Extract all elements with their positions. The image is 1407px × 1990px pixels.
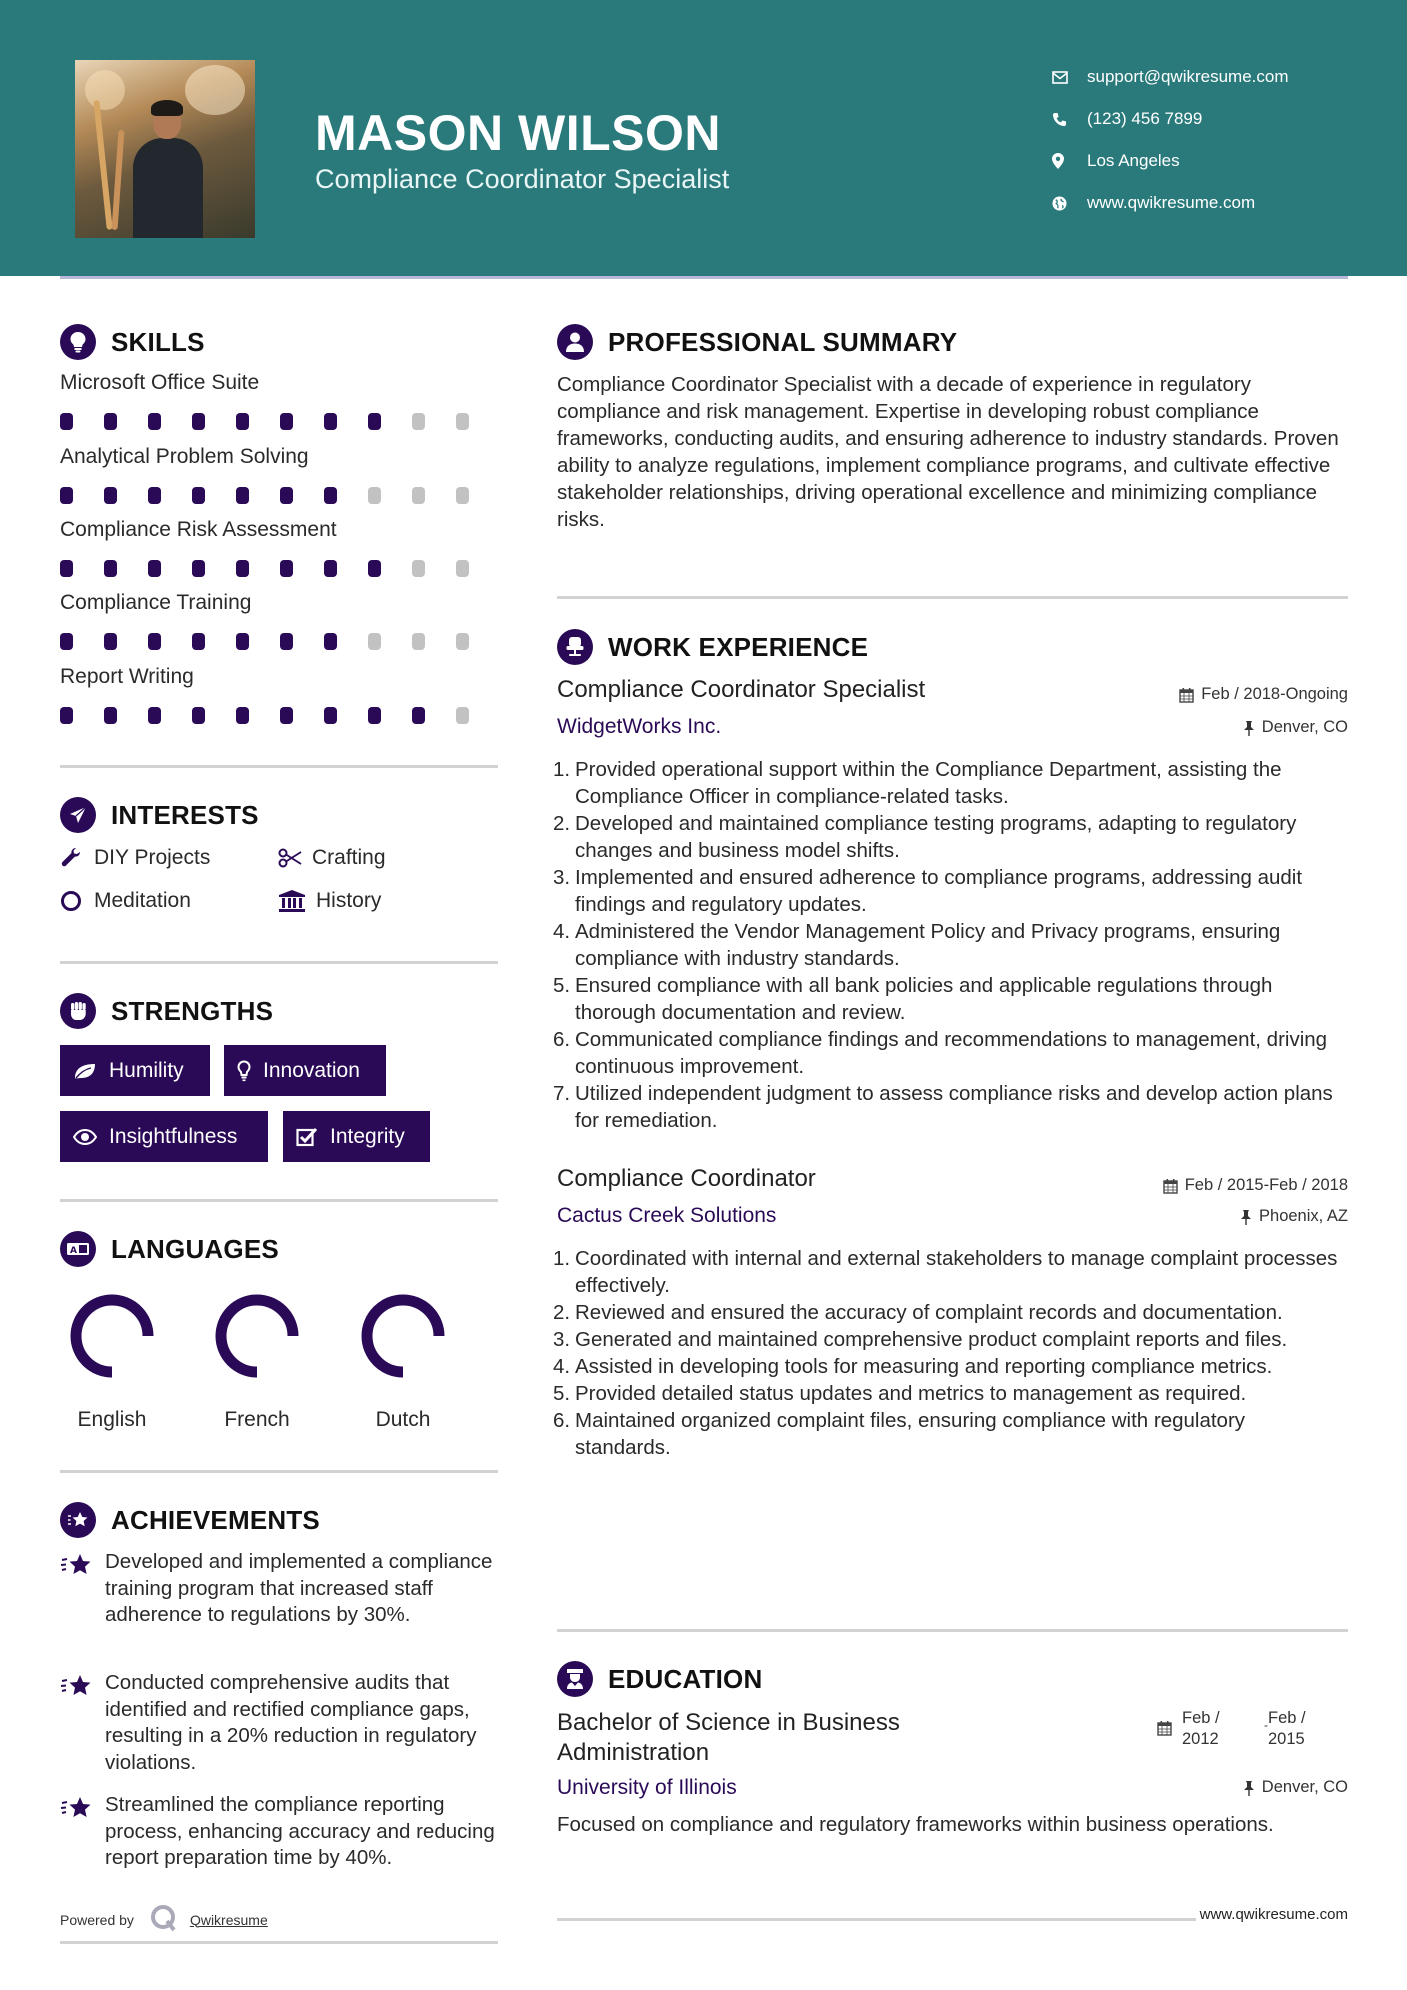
achievement-text: Developed and implemented a compliance training program that increased staff adherence to regulations by 30%. [105,1550,493,1626]
header-divider [60,276,1348,279]
responsibility-text: Assisted in developing tools for measuring and reporting compliance metrics. [575,1355,1273,1378]
responsibility-item [553,1407,1343,1461]
rating-dot-filled [192,560,205,577]
strengths-heading [60,993,273,1029]
strength-tag [224,1045,386,1096]
list-number: 1. [553,1247,571,1270]
responsibility-item [553,1326,1343,1353]
rating-dot-filled [148,413,161,430]
end-year: 2015 [1268,1730,1305,1748]
user-icon [557,324,593,360]
language-icon [60,1231,96,1267]
education-start [1182,1708,1220,1750]
rating-dot-empty [456,413,469,430]
company-name: WidgetWorks Inc. [557,715,722,738]
section-divider [557,1629,1348,1632]
job-location [1243,718,1348,737]
section-divider [60,1941,498,1944]
rating-dot-filled [60,487,73,504]
rating-dot-filled [60,560,73,577]
responsibility-item [553,864,1343,918]
contact-phone-text: (123) 456 7899 [1087,109,1203,128]
contact-website[interactable] [1052,182,1289,224]
contact-email-text: support@qwikresume.com [1087,67,1289,86]
section-title: ACHIEVEMENTS [111,1504,320,1535]
education-description: Focused on compliance and regulatory frameworks within business operations. [557,1813,1274,1836]
rating-dot-filled [280,633,293,650]
responsibility-item [553,1245,1343,1299]
contact-website-text: www.qwikresume.com [1087,193,1256,212]
job-location-text: Denver, CO [1261,718,1348,736]
education-end [1268,1708,1306,1750]
skill-name: Compliance Training [60,591,252,614]
rating-dot-filled [104,560,117,577]
rating-dot-empty [368,633,381,650]
achievement-text: Conducted comprehensive audits that identified and rectified compliance gaps, resulting in a 20% reduction in regulatory violations. [105,1671,477,1774]
responsibility-item [553,1380,1343,1407]
rating-dot-filled [324,707,337,724]
responsibility-item [553,972,1343,1026]
interest-label: History [316,889,382,912]
calendar-icon [1157,1720,1172,1741]
rating-dot-filled [368,707,381,724]
rating-dot-filled [192,487,205,504]
calendar-icon [1163,1178,1178,1194]
resume-header [0,0,1407,276]
fist-icon [60,993,96,1029]
svg-text:A: A [70,1246,77,1256]
section-title: PROFESSIONAL SUMMARY [608,326,958,357]
skills-heading [60,324,205,360]
skill-item [60,665,500,724]
rating-dot-filled [324,413,337,430]
phone-icon [1052,112,1087,127]
interests-heading [60,797,259,833]
rating-dot-filled [236,707,249,724]
list-number: 3. [553,1328,571,1351]
achievements-heading [60,1502,320,1538]
job-location [1240,1207,1348,1226]
responsibility-text: Administered the Vendor Management Policy and Privacy programs, ensuring compliance with industry standards. [575,920,1281,970]
school-name: University of Illinois [557,1776,737,1799]
section-title: EDUCATION [608,1663,763,1694]
experience-heading [557,629,868,665]
skill-item [60,371,500,430]
skill-rating [60,560,500,577]
start-year: 2012 [1182,1730,1219,1748]
rating-dot-empty [368,487,381,504]
rating-dot-filled [280,560,293,577]
section-divider [60,1470,498,1473]
responsibility-text: Ensured compliance with all bank policies and applicable regulations through thorough documentation and review. [575,974,1273,1024]
wrench-icon [60,847,94,869]
rating-dot-filled [148,633,161,650]
list-number: 7. [553,1082,571,1105]
interest-label: DIY Projects [94,846,211,869]
rating-dot-filled [192,707,205,724]
section-divider [60,1199,498,1202]
skill-name: Report Writing [60,665,194,688]
pushpin-icon [1243,1780,1255,1796]
responsibility-text: Generated and maintained comprehensive product complaint reports and files. [575,1328,1288,1351]
responsibility-text: Reviewed and ensured the accuracy of complaint records and documentation. [575,1301,1283,1324]
powered-by-label: Powered by [60,1911,134,1928]
section-title: WORK EXPERIENCE [608,631,869,662]
language-item [202,1286,312,1432]
job-title: Compliance Coordinator [557,1165,816,1192]
candidate-name: MASON WILSON [315,105,721,161]
responsibility-text: Utilized independent judgment to assess compliance risks and develop action plans for remediation. [575,1082,1333,1132]
map-marker-icon [1052,153,1087,169]
skill-rating [60,707,500,724]
summary-text: Compliance Coordinator Specialist with a decade of experience in regulatory compliance and risk management. Expertise in developing robust compliance frameworks, conducting audits, and ensuring adherence to industry standards. Proven ability to analyze regulations, implement compliance programs, and cultivate effective stakeholder relationships, driving operational excellence and minimizing compliance risks. [557,373,1339,531]
museum-icon [278,889,316,913]
interest-item [60,889,191,913]
education-dates [1157,1708,1349,1752]
interest-item [278,889,381,913]
achievement-item [60,1549,500,1629]
circle-icon [60,890,94,912]
responsibility-item [553,756,1343,810]
strength-tag [283,1111,430,1162]
rating-dot-filled [324,633,337,650]
list-number: 1. [553,758,571,781]
contact-location [1052,140,1289,182]
rating-dot-empty [412,413,425,430]
education-heading [557,1661,762,1697]
list-number: 6. [553,1028,571,1051]
section-divider [60,765,498,768]
language-progress-ring [62,1286,162,1386]
list-number: 6. [553,1409,571,1432]
rating-dot-filled [236,560,249,577]
job-dates-text: Feb / 2018-Ongoing [1201,685,1348,703]
contact-location-text: Los Angeles [1087,151,1180,170]
rating-dot-filled [280,487,293,504]
skill-item [60,518,500,577]
rating-dot-filled [192,413,205,430]
footer-website[interactable]: www.qwikresume.com [1196,1906,1348,1923]
language-progress-ring [207,1286,307,1386]
company-name: Cactus Creek Solutions [557,1204,777,1227]
rating-dot-filled [236,413,249,430]
rating-dot-filled [148,560,161,577]
rating-dot-filled [148,487,161,504]
date-separator: - [1264,1718,1268,1732]
powered-by [60,1904,268,1935]
job-dates [1179,685,1348,704]
qwikresume-logo-icon [150,1904,178,1935]
skill-name: Analytical Problem Solving [60,445,309,468]
language-name: French [224,1408,290,1431]
rating-dot-empty [456,633,469,650]
interest-item [278,846,386,870]
education-location [1243,1778,1348,1797]
qwikresume-link[interactable]: Qwikresume [189,1911,268,1928]
end-month: Feb / [1268,1709,1306,1727]
rating-dot-filled [192,633,205,650]
strength-label: Innovation [263,1058,360,1082]
responsibility-text: Provided operational support within the Compliance Department, assisting the Compliance Officer in compliance-related tasks. [575,758,1282,808]
responsibility-text: Provided detailed status updates and metrics to management as required. [575,1382,1247,1405]
interest-label: Crafting [312,846,386,869]
list-number: 2. [553,1301,571,1324]
calendar-icon [1179,687,1194,703]
achievement-item [60,1792,500,1872]
language-progress-ring [353,1286,453,1386]
strength-label: Humility [109,1058,184,1082]
rating-dot-filled [104,707,117,724]
skill-rating [60,487,500,504]
paper-plane-icon [60,797,96,833]
job-responsibilities [553,756,1343,1134]
list-number: 5. [553,1382,571,1405]
responsibility-item [553,1026,1343,1080]
skill-rating [60,633,500,650]
responsibility-item [553,918,1343,972]
rating-dot-filled [104,633,117,650]
interest-label: Meditation [94,889,191,912]
eye-icon [73,1129,97,1145]
star-icon [60,1549,105,1629]
job-location-text: Phoenix, AZ [1259,1207,1348,1225]
envelope-icon [1052,71,1087,84]
rating-dot-empty [456,487,469,504]
section-title: LANGUAGES [111,1233,279,1264]
checkbox-icon [296,1127,318,1147]
rating-dot-filled [280,413,293,430]
contact-email[interactable] [1052,56,1289,98]
interest-item [60,846,210,870]
rating-dot-filled [412,707,425,724]
star-icon [60,1670,105,1776]
rating-dot-filled [104,413,117,430]
responsibility-item [553,810,1343,864]
rating-dot-filled [148,707,161,724]
rating-dot-filled [104,487,117,504]
responsibility-item [553,1299,1343,1326]
skill-item [60,591,500,650]
rating-dot-filled [324,560,337,577]
section-title: STRENGTHS [111,995,274,1026]
office-chair-icon [557,629,593,665]
strength-tag [60,1111,268,1162]
education-location-text: Denver, CO [1261,1778,1348,1796]
responsibility-text: Developed and maintained compliance testing programs, adapting to regulatory changes and business model shifts. [575,812,1297,862]
rating-dot-filled [280,707,293,724]
lightbulb-icon [237,1060,251,1082]
skill-name: Microsoft Office Suite [60,371,260,394]
rating-dot-filled [60,413,73,430]
responsibility-text: Communicated compliance findings and recommendations to management, driving continuous improvement. [575,1028,1328,1078]
skill-name: Compliance Risk Assessment [60,518,337,541]
section-divider [60,961,498,964]
skill-item [60,445,500,504]
language-name: English [77,1408,147,1431]
pushpin-icon [1243,720,1255,736]
list-number: 4. [553,920,571,943]
list-number: 5. [553,974,571,997]
section-title: INTERESTS [111,799,259,830]
degree-line-1: Bachelor of Science in Business [557,1709,900,1736]
rating-dot-filled [236,633,249,650]
rating-dot-filled [368,413,381,430]
scissors-icon [278,848,312,868]
responsibility-item [553,1353,1343,1380]
rating-dot-filled [324,487,337,504]
candidate-title: Compliance Coordinator Specialist [315,164,730,194]
achievement-text: Streamlined the compliance reporting process, enhancing accuracy and reducing report preparation time by 40%. [105,1793,495,1869]
list-number: 2. [553,812,571,835]
rating-dot-empty [456,707,469,724]
achievement-item [60,1670,500,1776]
responsibility-text: Coordinated with internal and external stakeholders to manage complaint processes effectively. [575,1247,1338,1297]
job-dates-text: Feb / 2015-Feb / 2018 [1184,1176,1348,1194]
list-number: 4. [553,1355,571,1378]
language-item [348,1286,458,1432]
pushpin-icon [1240,1209,1252,1225]
leaf-icon [73,1062,97,1080]
contact-list [1052,56,1289,224]
rating-dot-filled [60,707,73,724]
language-item [57,1286,167,1432]
rating-dot-empty [412,560,425,577]
degree-title [557,1708,900,1768]
job-title: Compliance Coordinator Specialist [557,676,926,703]
languages-heading [60,1231,279,1267]
graduate-icon [557,1661,593,1697]
rating-dot-empty [412,633,425,650]
start-month: Feb / [1182,1709,1220,1727]
rating-dot-filled [368,560,381,577]
profile-photo [75,60,255,238]
contact-phone[interactable] [1052,98,1289,140]
list-number: 3. [553,866,571,889]
rating-dot-filled [236,487,249,504]
strength-label: Insightfulness [109,1124,238,1148]
job-dates [1163,1176,1348,1195]
language-name: Dutch [375,1408,431,1431]
summary-heading [557,324,957,360]
rating-dot-empty [412,487,425,504]
lightbulb-icon [60,324,96,360]
star-icon [60,1792,105,1872]
degree-line-2: Administration [557,1739,710,1766]
strength-label: Integrity [330,1124,405,1148]
section-divider [557,596,1348,599]
skill-rating [60,413,500,430]
rating-dot-filled [60,633,73,650]
section-title: SKILLS [111,326,205,357]
star-badge-icon [60,1502,96,1538]
strength-tag [60,1045,210,1096]
responsibility-text: Maintained organized complaint files, ensuring compliance with regulatory standards. [575,1409,1246,1459]
globe-icon [1052,196,1087,211]
rating-dot-empty [456,560,469,577]
responsibility-text: Implemented and ensured adherence to compliance programs, addressing audit findings and regulatory updates. [575,866,1303,916]
responsibility-item [553,1080,1343,1134]
job-responsibilities [553,1245,1343,1461]
